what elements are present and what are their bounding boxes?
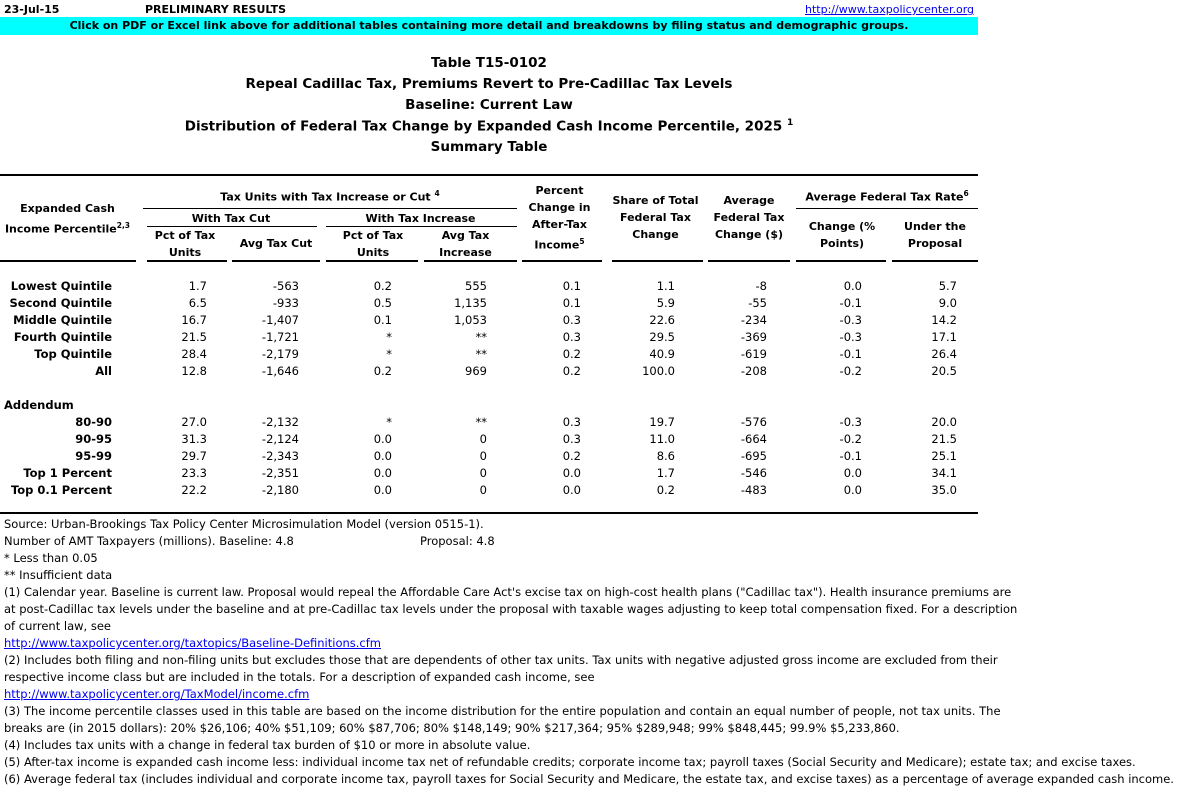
cell: -0.1 — [839, 449, 862, 463]
footnote-2: (2) Includes both filing and non-filing units but excludes those that are dependents of other tax units. Tax units with negative adjusted gross income are excluded from their — [4, 653, 998, 667]
notice-banner: Click on PDF or Excel link above for additional tables containing more detail and breakdowns by filing status and demographic groups. — [0, 17, 978, 35]
table-row — [0, 329, 980, 346]
cell: 100.0 — [642, 364, 675, 378]
cell: * — [386, 330, 392, 344]
cell: 0.5 — [373, 296, 392, 310]
cell: 6.5 — [188, 296, 207, 310]
amt-proposal-note: Proposal: 4.8 — [420, 534, 495, 548]
cell: 21.5 — [931, 432, 957, 446]
cell: -0.3 — [839, 415, 862, 429]
col-header-pct-change-text: Percent Change in After-Tax Income — [528, 184, 591, 252]
row-label: Lowest Quintile — [10, 279, 112, 293]
cell: 1.7 — [188, 279, 207, 293]
income-definition-link[interactable]: http://www.taxpolicycenter.org/TaxModel/income.cfm — [4, 687, 310, 701]
cell: 34.1 — [931, 466, 957, 480]
col-header-share-total: Share of Total Federal Tax Change — [612, 194, 699, 241]
cell: -2,180 — [261, 483, 299, 497]
row-label: 80-90 — [75, 415, 112, 429]
footnote-6: (6) Average federal tax (includes individual and corporate income tax, payroll taxes for Social Security and Medicare, the estate tax, and excise taxes) as a percentage of average expanded cash income. — [4, 772, 1174, 786]
cell: -234 — [740, 313, 767, 327]
footnote-5: (5) After-tax income is expanded cash income less: individual income tax net of refundable credits; corporate income tax; payroll taxes (Social Security and Medicare); estate tax; and excise taxes. — [4, 755, 1136, 769]
header-bottom-rule — [232, 260, 320, 262]
table-row — [0, 295, 980, 312]
cell: 23.3 — [181, 466, 207, 480]
cell: -0.3 — [839, 313, 862, 327]
cell: 28.4 — [181, 347, 207, 361]
table-row — [0, 414, 980, 431]
cell: 27.0 — [181, 415, 207, 429]
cell: -1,721 — [261, 330, 299, 344]
group-rule — [143, 208, 517, 209]
cell: -619 — [740, 347, 767, 361]
cell: -664 — [740, 432, 767, 446]
footnote-ref: 5 — [579, 237, 585, 246]
footnote-4: (4) Includes tax units with a change in federal tax burden of $10 or more in absolute value. — [4, 738, 531, 752]
table-row — [0, 448, 980, 465]
tpc-website-link[interactable]: http://www.taxpolicycenter.org — [805, 3, 975, 16]
report-date: 23-Jul-15 — [4, 3, 60, 16]
cell: -1,646 — [261, 364, 299, 378]
cell: 40.9 — [649, 347, 675, 361]
header-bottom-rule — [522, 260, 602, 262]
table-row — [0, 346, 980, 363]
cell: 0.1 — [373, 313, 392, 327]
cell: 20.0 — [931, 415, 957, 429]
source-note: Source: Urban-Brookings Tax Policy Center Microsimulation Model (version 0515-1). — [4, 517, 484, 531]
cell: 0.3 — [562, 415, 581, 429]
cell: 555 — [465, 279, 487, 293]
col-header-avg-rate-group — [796, 185, 978, 206]
cell: -0.1 — [839, 296, 862, 310]
footnote-ref: 1 — [786, 118, 794, 128]
group-rule — [796, 208, 978, 209]
cell: 0.3 — [562, 432, 581, 446]
table-row — [0, 363, 980, 380]
row-label: 90-95 — [75, 432, 112, 446]
cell: 9.0 — [938, 296, 957, 310]
cell: -0.2 — [839, 364, 862, 378]
header-bottom-rule — [0, 260, 136, 262]
footnote-3: (3) The income percentile classes used in this table are based on the income distribution for the entire population and contain an equal number of people, not tax units. The — [4, 704, 1001, 718]
cell: -1,407 — [261, 313, 299, 327]
header-top-rule — [0, 174, 978, 176]
cell: 1,135 — [454, 296, 487, 310]
cell: 0 — [479, 466, 487, 480]
cell: -369 — [740, 330, 767, 344]
baseline-title: Baseline: Current Law — [405, 97, 573, 113]
cell: 12.8 — [181, 364, 207, 378]
cell: 969 — [465, 364, 487, 378]
col-header-tax-units-group — [143, 185, 517, 206]
table-row — [0, 482, 980, 499]
cell: 1.7 — [656, 466, 675, 480]
cell: 0.0 — [373, 449, 392, 463]
distribution-title-text: Distribution of Federal Tax Change by Expanded Cash Income Percentile, 2025 — [184, 118, 783, 135]
footnote-1: (1) Calendar year. Baseline is current law. Proposal would repeal the Affordable Care Act's excise tax on high-cost health plans ("Cadillac tax"). Health insurance premiums are — [4, 585, 1012, 599]
col-header-percentile — [0, 200, 135, 238]
cell: 11.0 — [649, 432, 675, 446]
cell: 17.1 — [931, 330, 957, 344]
cell: 0.0 — [843, 279, 862, 293]
addendum-label: Addendum — [4, 398, 74, 412]
cell: -2,132 — [261, 415, 299, 429]
distribution-title — [0, 118, 978, 135]
cell: 5.7 — [938, 279, 957, 293]
table-id: Table T15-0102 — [431, 55, 547, 71]
cell: 0 — [479, 449, 487, 463]
cell: -576 — [740, 415, 767, 429]
footnote-1-cont: of current law, see — [4, 619, 111, 633]
cell: 0.2 — [656, 483, 675, 497]
cell: 0 — [479, 483, 487, 497]
cell: 1.1 — [656, 279, 675, 293]
col-header-pct-change — [522, 182, 597, 254]
cell: ** — [475, 330, 487, 344]
cell: 0.0 — [843, 483, 862, 497]
cell: 0.0 — [562, 483, 581, 497]
preliminary-label: PRELIMINARY RESULTS — [145, 3, 287, 16]
footnote-ref: 6 — [963, 189, 969, 198]
cell: 0.0 — [843, 466, 862, 480]
cell: 8.6 — [656, 449, 675, 463]
row-label: Middle Quintile — [13, 313, 112, 327]
cell: 14.2 — [931, 313, 957, 327]
cell: 19.7 — [649, 415, 675, 429]
less-than-note: * Less than 0.05 — [4, 551, 98, 565]
col-header-under-proposal: Under the Proposal — [904, 220, 966, 250]
cell: -2,351 — [261, 466, 299, 480]
cell: 0.0 — [373, 466, 392, 480]
cell: 26.4 — [931, 347, 957, 361]
row-label: 95-99 — [75, 449, 112, 463]
row-label: All — [95, 364, 112, 378]
col-header-with-tax-cut: With Tax Cut — [191, 212, 271, 225]
cell: 35.0 — [931, 483, 957, 497]
cell: 0.3 — [562, 330, 581, 344]
header-bottom-rule — [612, 260, 703, 262]
cell: 0 — [479, 432, 487, 446]
table-row — [0, 465, 980, 482]
header-bottom-rule — [892, 260, 978, 262]
cell: 20.5 — [931, 364, 957, 378]
cell: 0.3 — [562, 313, 581, 327]
cell: 22.2 — [181, 483, 207, 497]
cell: 21.5 — [181, 330, 207, 344]
col-header-avg-rate-group-text: Average Federal Tax Rate — [805, 190, 964, 204]
cell: 31.3 — [181, 432, 207, 446]
cell: 25.1 — [931, 449, 957, 463]
cell: 0.0 — [373, 432, 392, 446]
table-title: Repeal Cadillac Tax, Premiums Revert to Pre-Cadillac Tax Levels — [245, 76, 733, 92]
row-label: Top 0.1 Percent — [10, 483, 112, 497]
table-row — [0, 278, 980, 295]
cell: -8 — [755, 279, 767, 293]
cell: -2,179 — [261, 347, 299, 361]
summary-title: Summary Table — [430, 139, 548, 155]
cell: 0.2 — [373, 279, 392, 293]
col-header-change-pts: Change (% Points) — [808, 220, 876, 250]
footnote-ref: 4 — [434, 189, 440, 198]
header-bottom-rule — [796, 260, 886, 262]
footnote-2-cont: respective income class but are included in the totals. For a description of expanded cash income, see — [4, 670, 595, 684]
cell: -2,124 — [261, 432, 299, 446]
cell: 0.2 — [562, 347, 581, 361]
baseline-definitions-link[interactable]: http://www.taxpolicycenter.org/taxtopics/Baseline-Definitions.cfm — [4, 636, 382, 650]
cell: -0.2 — [839, 432, 862, 446]
cell: -2,343 — [261, 449, 299, 463]
cell: 29.7 — [181, 449, 207, 463]
footnote-ref: 2,3 — [116, 221, 131, 230]
cell: -546 — [740, 466, 767, 480]
row-label: Second Quintile — [9, 296, 112, 310]
cell: -933 — [272, 296, 299, 310]
cell: 22.6 — [649, 313, 675, 327]
cell: 0.1 — [562, 279, 581, 293]
col-header-pct-units-cut: Pct of Tax Units — [154, 229, 216, 259]
row-label: Top Quintile — [34, 347, 112, 361]
header-bottom-rule — [326, 260, 418, 262]
table-row — [0, 312, 980, 329]
cell: 0.2 — [562, 364, 581, 378]
footnote-1-cont: at post-Cadillac tax levels under the baseline and at pre-Cadillac tax levels under the proposal with taxable wages adjusting to keep total compensation fixed. For a description — [4, 602, 1018, 616]
cell: 0.1 — [562, 296, 581, 310]
table-bottom-rule — [0, 512, 978, 514]
row-label: Top 1 Percent — [23, 466, 112, 480]
cell: 0.2 — [562, 449, 581, 463]
col-header-percentile-text: Expanded Cash Income Percentile — [4, 202, 117, 236]
cell: ** — [475, 415, 487, 429]
cell: -483 — [740, 483, 767, 497]
insufficient-data-note: ** Insufficient data — [4, 568, 113, 582]
cell: -563 — [272, 279, 299, 293]
row-label: Fourth Quintile — [13, 330, 112, 344]
cell: -0.3 — [839, 330, 862, 344]
cell: 1,053 — [454, 313, 487, 327]
col-header-pct-units-inc: Pct of Tax Units — [342, 229, 404, 259]
cell: -55 — [748, 296, 767, 310]
header-bottom-rule — [424, 260, 517, 262]
col-header-avg-tax-cut: Avg Tax Cut — [239, 237, 313, 250]
header-bottom-rule — [147, 260, 227, 262]
cell: * — [386, 415, 392, 429]
cell: -695 — [740, 449, 767, 463]
cell: 0.0 — [562, 466, 581, 480]
table-row — [0, 431, 980, 448]
cell: 5.9 — [656, 296, 675, 310]
col-header-tax-units-group-text: Tax Units with Tax Increase or Cut — [220, 190, 431, 204]
cell: 0.0 — [373, 483, 392, 497]
cell: ** — [475, 347, 487, 361]
cell: 16.7 — [181, 313, 207, 327]
col-header-avg-fed-change: Average Federal Tax Change ($) — [713, 194, 785, 241]
header-bottom-rule — [708, 260, 790, 262]
cell: 29.5 — [649, 330, 675, 344]
col-header-avg-tax-increase: Avg Tax Increase — [439, 229, 492, 259]
cell: -0.1 — [839, 347, 862, 361]
amt-note: Number of AMT Taxpayers (millions). Baseline: 4.8 — [4, 534, 294, 548]
col-header-with-tax-increase: With Tax Increase — [365, 212, 476, 225]
cell: * — [386, 347, 392, 361]
cell: -208 — [740, 364, 767, 378]
footnote-3-cont: breaks are (in 2015 dollars): 20% $26,106; 40% $51,109; 60% $87,706; 80% $148,149; 90% $217,364; 95% $289,948; 99% $848,445; 99.9% $5,233,860. — [4, 721, 900, 735]
cell: 0.2 — [373, 364, 392, 378]
